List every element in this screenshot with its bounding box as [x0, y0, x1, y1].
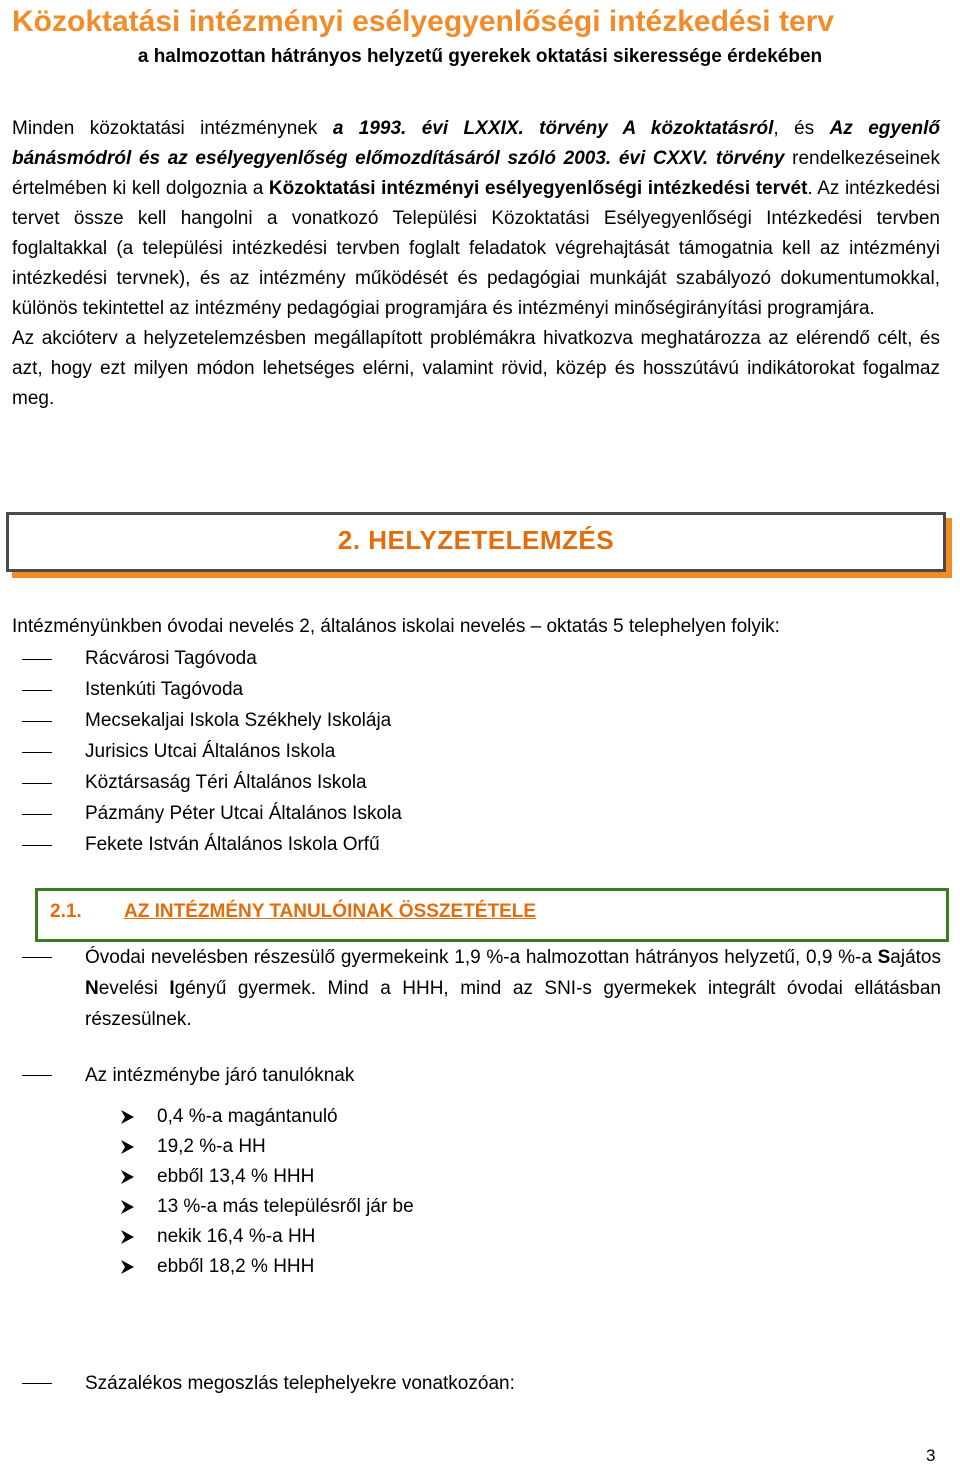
- subsection-heading-box: [35, 888, 949, 942]
- document-subtitle: a halmozottan hátrányos helyzetű gyerekek oktatási sikeressége érdekében: [137, 46, 823, 67]
- arrow-bullet-icon: [118, 1108, 136, 1126]
- plan-name: Közoktatási intézményi esélyegyenlőségi intézkedési tervét: [268, 178, 808, 199]
- dash-bullet-icon: [22, 690, 52, 691]
- arrow-bullet-icon: [118, 1168, 136, 1186]
- distribution-text: Százalékos megoszlás telephelyekre vonatkozóan:: [85, 1373, 515, 1394]
- list-item: Fekete István Általános Iskola Orfű: [0, 830, 960, 861]
- institutions-list: [0, 644, 960, 861]
- intro-text-3: rendelkezéseinek értelmében ki kell dolgoznia a: [12, 148, 940, 199]
- subsection-number: 2.1.: [50, 901, 82, 922]
- dash-bullet-icon: [22, 659, 52, 660]
- intro-p1: [12, 114, 940, 324]
- section-heading-box: [6, 512, 946, 572]
- intro-text-1: Minden közoktatási intézménynek: [12, 118, 333, 139]
- list-item: Rácvárosi Tagóvoda: [0, 644, 960, 675]
- intro-text-4: . Az intézkedési tervet össze kell hangolni a vonatkozó Települési Közoktatási Esélyegyenlőségi Intézkedési tervben foglaltakkal (a települési intézkedési tervben foglalt feladatok végrehajtását támogatnia kell az intézményi intézkedési tervnek), és az intézmény működését és pedagógiai munkáját szabályozó dokumentumokkal, különös tekintettel az intézmény pedagógiai programjára és intézményi minőségirányítási programjára.: [12, 178, 940, 319]
- distribution-item: [0, 1368, 960, 1400]
- intro-p2: Az akcióterv a helyzetelemzésben megállapított problémákra hivatkozva meghatározza az elérendő célt, és azt, hogy ezt milyen módon lehetséges elérni, valamint rövid, közép és hosszútávú indikátorokat fogalmaz meg.: [12, 328, 940, 409]
- section-heading: 2. HELYZETELEMZÉS: [337, 525, 615, 555]
- arrow-bullet-icon: [118, 1138, 136, 1156]
- law-reference-1: a 1993. évi LXXIX. törvény A közoktatásról: [332, 118, 774, 139]
- dash-bullet-icon: [22, 721, 52, 722]
- list-item: Pázmány Péter Utcai Általános Iskola: [0, 799, 960, 830]
- dash-bullet-icon: [22, 783, 52, 784]
- arrow-bullet-icon: [118, 1198, 136, 1216]
- list-item: Köztársaság Téri Általános Iskola: [0, 768, 960, 799]
- page-number: 3: [926, 1446, 936, 1465]
- dash-bullet-icon: [22, 1383, 52, 1384]
- list-item: Istenkúti Tagóvoda: [0, 675, 960, 706]
- list-item: Mecsekaljai Iskola Székhely Iskolája: [0, 706, 960, 737]
- intro-text-2: , és: [773, 118, 830, 139]
- dash-bullet-icon: [22, 814, 52, 815]
- document-title: Közoktatási intézményi esélyegyenlőségi intézkedési terv: [12, 5, 834, 38]
- students-intro-item: [0, 1060, 960, 1092]
- document-page: Közoktatási intézményi esélyegyenlőségi intézkedési terv a halmozottan hátrányos helyzetű gyerekek oktatási sikeressége érdekében Minden közoktatási intézménynek a 1993. évi LXXIX. törvény A közoktatásról, és Az egyenlő bánásmódról és az esélyegyenlőség előmozdításáról szóló 2003. évi CXXV. törvény rendelkezéseinek értelmében ki kell dolgoznia a Közoktatási intézményi esélyegyenlőségi intézkedési tervét. Az intézkedési tervet össze kell hangolni a vonatkozó Települési Közoktatási Esélyegyenlőségi Intézkedési tervben foglaltakkal (a települési intézkedési tervben foglalt feladatok végrehajtását támogatnia kell az intézményi intézkedési tervnek), és az intézmény működését és pedagógiai munkáját szabályozó dokumentumokkal, különös tekintettel az intézmény pedagógiai programjára és intézményi minőségirányítási programjára. Az akcióterv a helyzetelemzésben megállapított problémákra hivatkozva meghatározza az elérendő célt, és azt, hogy ezt milyen módon lehetséges elérni, valamint rövid, közép és hosszútávú indikátorokat fogalmaz meg. 2. HELYZETELEMZÉS Intézményünkben óvodai nevelés 2, általános iskolai nevelés – oktatás 5 telephelyen folyik: Rácvárosi Tagóvoda Istenkúti Tagóvoda Mecsekaljai Iskola Székhely Iskolája Jurisics Utcai Általános Iskola Köztársaság Téri Általános Iskola Pázmány Péter Utcai Általános Iskola Fekete István Általános Iskola Orfű 2.1. AZ INTÉZMÉNY TANULÓINAK ÖSSZETÉTELE Óvodai nevelésben részesülő gyermekeink 1,9 %-a halmozottan hátrányos helyzetű, 0,9 %-a Sajátos Nevelési Igényű gyermek. Mind a HHH, mind az SNI-s gyermekek integrált óvodai ellátásban részesülnek. Az intézménybe járó tanulóknak 0,4 %-a magántanuló 19,2 %-a HH ebből 13,4 % HHH 13 %-a más településről jár be nekik 16,4 %-a HH ebből 18,2 % HHH Százalékos megoszlás telephelyekre vonatkozóan: 3: [0, 0, 960, 1470]
- law-reference-2: Az egyenlő bánásmódról és az esélyegyenlőség előmozdításáról szóló 2003. évi CXXV. törvény: [12, 118, 940, 169]
- list-item: Jurisics Utcai Általános Iskola: [0, 737, 960, 768]
- dash-bullet-icon: [22, 752, 52, 753]
- dash-bullet-icon: [22, 1075, 52, 1076]
- intro-paragraph: [12, 114, 940, 414]
- arrow-bullet-icon: [118, 1258, 136, 1276]
- subsection-title: AZ INTÉZMÉNY TANULÓINAK ÖSSZETÉTELE: [124, 901, 537, 922]
- kindergarten-item: [0, 942, 960, 1038]
- dash-bullet-icon: [22, 957, 52, 958]
- institutions-intro: Intézményünkben óvodai nevelés 2, általános iskolai nevelés – oktatás 5 telephelyen folyik:: [12, 616, 780, 637]
- kindergarten-text: Óvodai nevelésben részesülő gyermekeink 1,9 %-a halmozottan hátrányos helyzetű, 0,9 %-a Sajátos Nevelési Igényű gyermek. Mind a HHH, mind az SNI-s gyermekek integrált óvodai ellátásban részesülnek.: [85, 947, 941, 1030]
- arrow-bullet-icon: [118, 1228, 136, 1246]
- dash-bullet-icon: [22, 845, 52, 846]
- students-intro: Az intézménybe járó tanulóknak: [85, 1065, 355, 1086]
